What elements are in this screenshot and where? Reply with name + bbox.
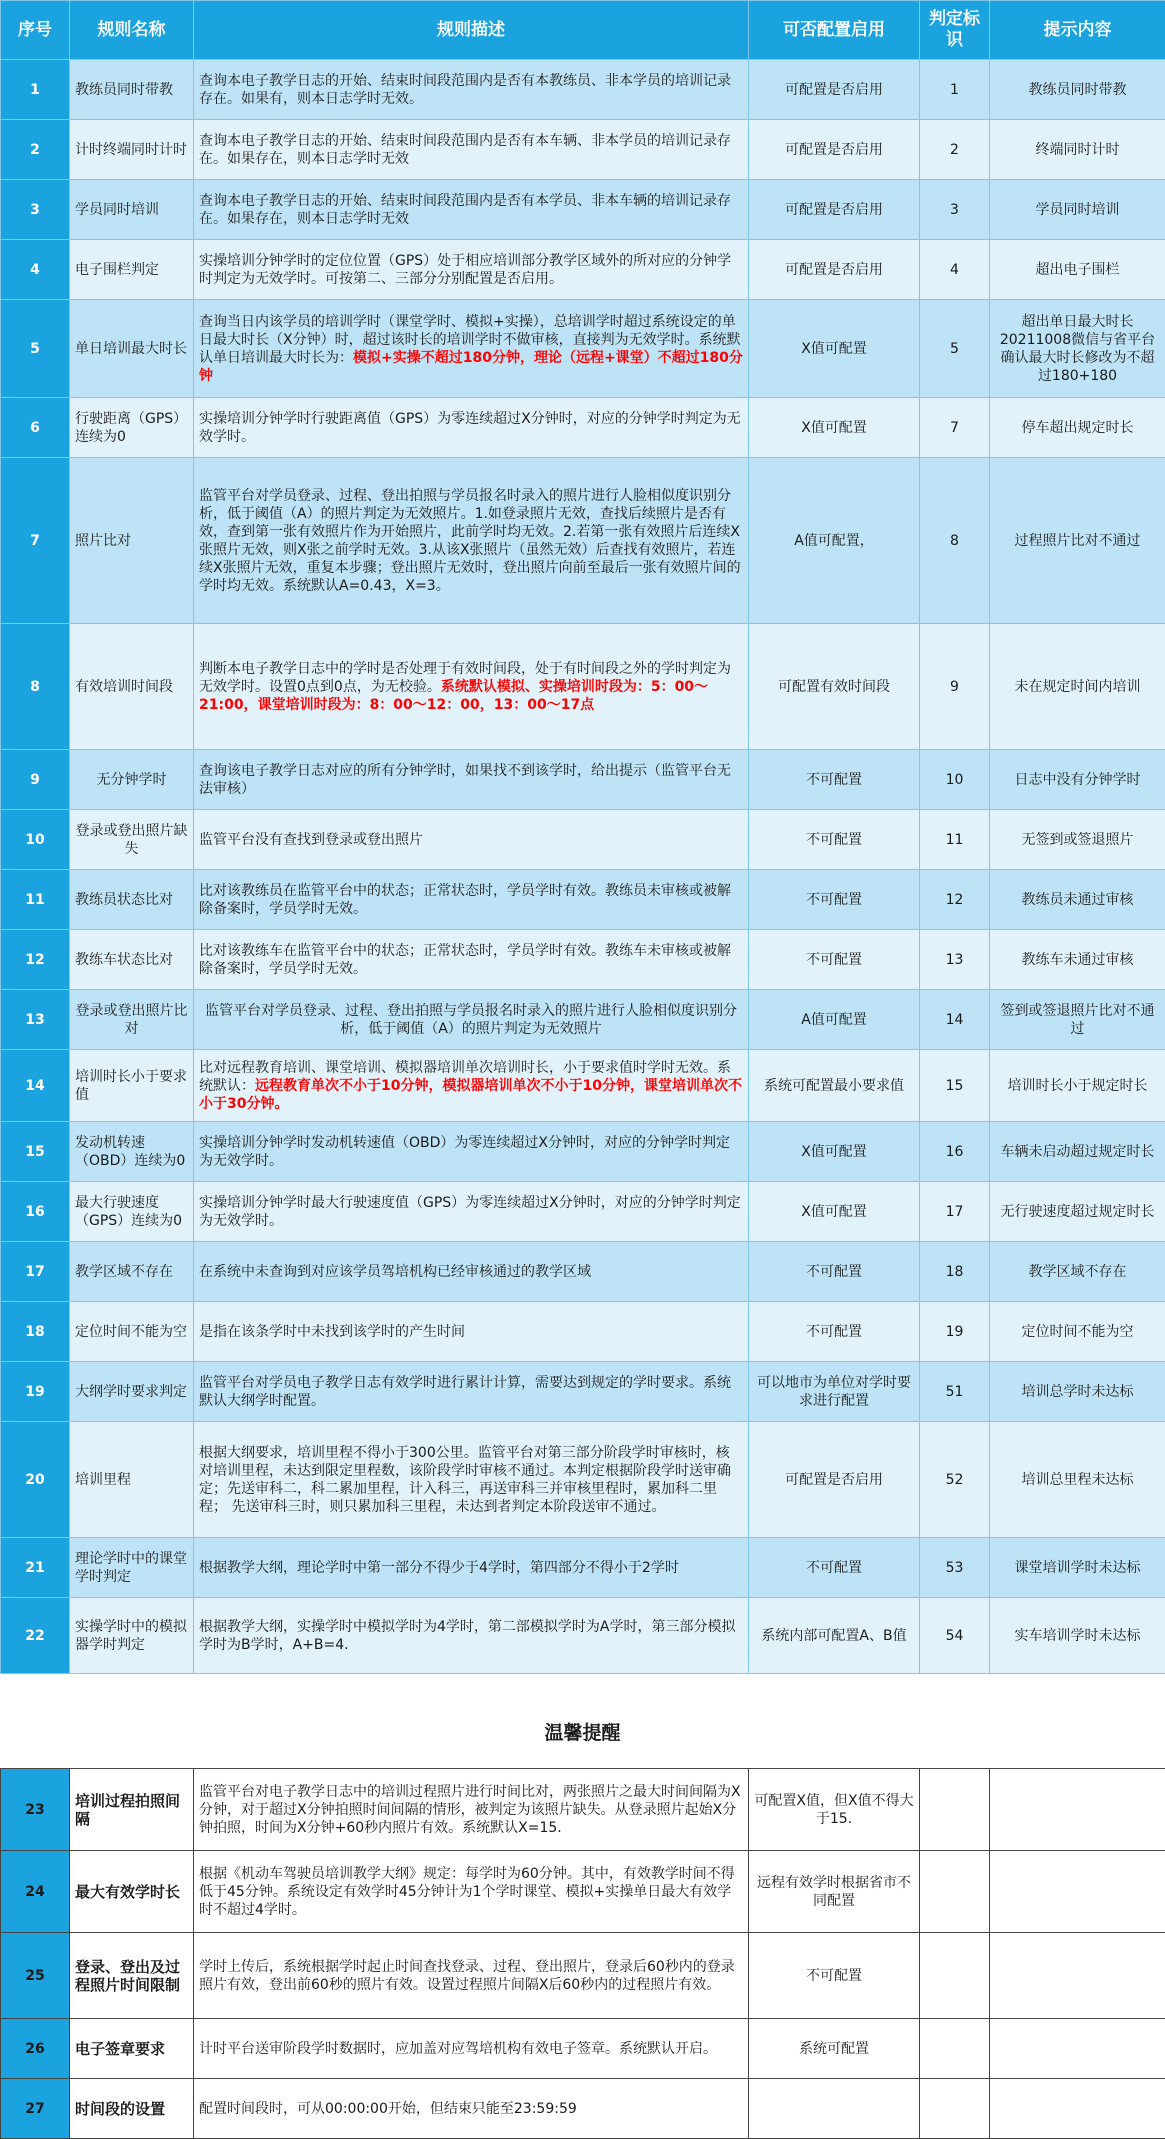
rule-code: 51 [920, 1362, 990, 1422]
reminder-number: 26 [1, 2019, 70, 2079]
rule-code: 54 [920, 1598, 990, 1674]
reminder-description: 监管平台对电子教学日志中的培训过程照片进行时间比对，两张照片之最大时间间隔为X分钟，对于超过X分钟拍照时间间隔的情形，被判定为该照片缺失。从登录照片起始X分钟拍照，时间为X分钟+60秒内照片有效。系统默认X=15. [194, 1769, 749, 1851]
rule-code: 16 [920, 1122, 990, 1182]
reminder-code [920, 1933, 990, 2019]
rule-config: 不可配置 [749, 930, 920, 990]
rule-name: 登录或登出照片比对 [70, 990, 194, 1050]
rule-tip: 培训总学时未达标 [990, 1362, 1165, 1422]
header-tip: 提示内容 [990, 1, 1165, 60]
rule-code: 18 [920, 1242, 990, 1302]
rule-number: 9 [1, 750, 70, 810]
rule-tip: 无签到或签退照片 [990, 810, 1165, 870]
rule-number: 17 [1, 1242, 70, 1302]
reminder-code [920, 2019, 990, 2079]
rule-tip: 超出电子围栏 [990, 240, 1165, 300]
reminder-row [1, 2079, 1165, 2139]
rule-name: 行驶距离（GPS）连续为0 [70, 398, 194, 458]
rule-description [194, 810, 749, 870]
rule-description [194, 1538, 749, 1598]
rule-code: 14 [920, 990, 990, 1050]
rule-tip: 教学区域不存在 [990, 1242, 1165, 1302]
rule-config: 系统内部可配置A、B值 [749, 1598, 920, 1674]
reminder-tip [990, 2079, 1165, 2139]
rule-code: 9 [920, 624, 990, 750]
rule-tip: 终端同时计时 [990, 120, 1165, 180]
rule-tip: 培训总里程未达标 [990, 1422, 1165, 1538]
reminder-description: 计时平台送审阶段学时数据时，应加盖对应驾培机构有效电子签章。系统默认开启。 [194, 2019, 749, 2079]
rule-name: 最大行驶速度（GPS）连续为0 [70, 1182, 194, 1242]
rule-description [194, 1242, 749, 1302]
rule-tip: 停车超出规定时长 [990, 398, 1165, 458]
reminder-name: 培训过程拍照间隔 [70, 1769, 194, 1851]
table-row [1, 1598, 1165, 1674]
reminder-number: 27 [1, 2079, 70, 2139]
rule-description-text: 监管平台没有查找到登录或登出照片 [199, 831, 423, 848]
rule-config: 不可配置 [749, 810, 920, 870]
rule-code: 5 [920, 300, 990, 398]
rule-description-highlight: 系统默认模拟、实操培训时段为：5：00～21:00，课堂培训时段为：8：00～12：00，13：00～17点 [199, 678, 709, 713]
table-row [1, 990, 1165, 1050]
table-header-row [1, 1, 1165, 60]
rule-description-text: 监管平台对学员登录、过程、登出拍照与学员报名时录入的照片进行人脸相似度识别分析，低于阈值（A）的照片判定为无效照片 [205, 1002, 737, 1037]
reminder-tip [990, 1933, 1165, 2019]
rule-config: X值可配置 [749, 1122, 920, 1182]
rule-config: 不可配置 [749, 1302, 920, 1362]
table-row [1, 930, 1165, 990]
reminder-config: 远程有效学时根据省市不同配置 [749, 1851, 920, 1933]
rule-description [194, 1422, 749, 1538]
rule-name: 有效培训时间段 [70, 624, 194, 750]
reminder-config: 可配置X值，但X值不得大于15. [749, 1769, 920, 1851]
table-row [1, 1422, 1165, 1538]
table-row [1, 1538, 1165, 1598]
rule-tip: 无行驶速度超过规定时长 [990, 1182, 1165, 1242]
rule-code: 7 [920, 398, 990, 458]
reminder-config: 不可配置 [749, 1933, 920, 2019]
rule-number: 21 [1, 1538, 70, 1598]
rule-tip: 未在规定时间内培训 [990, 624, 1165, 750]
rule-description-text: 实操培训分钟学时发动机转速值（OBD）为零连续超过X分钟时，对应的分钟学时判定为无效学时。 [199, 1134, 730, 1169]
table-row [1, 870, 1165, 930]
reminder-number: 24 [1, 1851, 70, 1933]
reminder-config [749, 2079, 920, 2139]
rule-config: 可以地市为单位对学时要求进行配置 [749, 1362, 920, 1422]
table-row [1, 60, 1165, 120]
rule-description [194, 458, 749, 624]
rule-number: 15 [1, 1122, 70, 1182]
reminder-number: 23 [1, 1769, 70, 1851]
rule-code: 4 [920, 240, 990, 300]
rule-code: 2 [920, 120, 990, 180]
rule-name: 教练车状态比对 [70, 930, 194, 990]
reminder-number: 25 [1, 1933, 70, 2019]
reminder-tip [990, 1769, 1165, 1851]
rule-tip: 日志中没有分钟学时 [990, 750, 1165, 810]
rule-tip: 车辆未启动超过规定时长 [990, 1122, 1165, 1182]
table-row [1, 750, 1165, 810]
rule-number: 16 [1, 1182, 70, 1242]
rule-name: 电子围栏判定 [70, 240, 194, 300]
table-row [1, 398, 1165, 458]
rule-config: 可配置是否启用 [749, 120, 920, 180]
table-row [1, 458, 1165, 624]
rule-name: 学员同时培训 [70, 180, 194, 240]
rule-description-text: 查询本电子教学日志的开始、结束时间段范围内是否有本学员、非本车辆的培训记录存在。如果存在，则本日志学时无效 [199, 192, 731, 227]
rule-name: 实操学时中的模拟器学时判定 [70, 1598, 194, 1674]
rule-description [194, 750, 749, 810]
reminder-code [920, 1769, 990, 1851]
rule-description-text: 根据大纲要求，培训里程不得小于300公里。监管平台对第三部分阶段学时审核时，核对培训里程，未达到限定里程数，该阶段学时审核不通过。本判定根据阶段学时送审确定；先送审科二，科二累加里程，计入科三，再送审科三并审核里程时，累加科二里程； 先送审科三时，则只累加科三里程，未达到者判定本阶段送审不通过。 [199, 1444, 731, 1515]
reminder-description: 配置时间段时，可从00:00:00开始，但结束只能至23:59:59 [194, 2079, 749, 2139]
rule-code: 15 [920, 1050, 990, 1122]
rule-description-text: 根据教学大纲，理论学时中第一部分不得少于4学时，第四部分不得小于2学时 [199, 1559, 679, 1576]
rule-config: A值可配置 [749, 990, 920, 1050]
rule-config: A值可配置， [749, 458, 920, 624]
table-row [1, 240, 1165, 300]
reminder-row [1, 1933, 1165, 2019]
rule-number: 22 [1, 1598, 70, 1674]
rule-config: 不可配置 [749, 1242, 920, 1302]
rule-number: 5 [1, 300, 70, 398]
rule-description [194, 1182, 749, 1242]
rule-code: 10 [920, 750, 990, 810]
rule-number: 7 [1, 458, 70, 624]
rule-description-text: 根据教学大纲，实操学时中模拟学时为4学时，第二部模拟学时为A学时，第三部分模拟学时为B学时，A+B=4. [199, 1618, 736, 1653]
header-desc: 规则描述 [194, 1, 749, 60]
rule-tip: 培训时长小于规定时长 [990, 1050, 1165, 1122]
table-row [1, 1050, 1165, 1122]
reminder-description: 学时上传后，系统根据学时起止时间查找登录、过程、登出照片，登录后60秒内的登录照片有效，登出前60秒的照片有效。设置过程照片间隔X后60秒内的过程照片有效。 [194, 1933, 749, 2019]
table-row [1, 120, 1165, 180]
rule-description-text: 判断本电子教学日志中的学时是否处理于有效时间段，处于有时间段之外的学时判定为无效学时。设置0点到0点，为无校验。 [199, 660, 731, 695]
rule-name: 培训时长小于要求值 [70, 1050, 194, 1122]
table-row [1, 1182, 1165, 1242]
reminder-row [1, 1851, 1165, 1933]
rule-number: 19 [1, 1362, 70, 1422]
rule-description-text: 查询当日内该学员的培训学时（课堂学时、模拟+实操），总培训学时超过系统设定的单日最大时长（X分钟）时，超过该时长的培训学时不做审核，直接判为无效学时。系统默认单日培训最大时长为： [199, 313, 741, 366]
reminder-config: 系统可配置 [749, 2019, 920, 2079]
rule-description [194, 180, 749, 240]
header-no: 序号 [1, 1, 70, 60]
reminder-code [920, 2079, 990, 2139]
rule-name: 发动机转速（OBD）连续为0 [70, 1122, 194, 1182]
reminder-tip [990, 2019, 1165, 2079]
rule-description-text: 监管平台对学员电子教学日志有效学时进行累计计算，需要达到规定的学时要求。系统默认大纲学时配置。 [199, 1374, 731, 1409]
rule-description-highlight: 远程教育单次不小于10分钟，模拟器培训单次不小于10分钟，课堂培训单次不小于30分钟。 [199, 1077, 742, 1112]
rule-config: 不可配置 [749, 1538, 920, 1598]
rule-name: 大纲学时要求判定 [70, 1362, 194, 1422]
rule-config: 不可配置 [749, 750, 920, 810]
rule-config: 可配置是否启用 [749, 240, 920, 300]
rule-code: 13 [920, 930, 990, 990]
reminder-title: 温馨提醒 [544, 1722, 621, 1744]
rule-number: 3 [1, 180, 70, 240]
rule-config: 可配置有效时间段 [749, 624, 920, 750]
rule-tip: 课堂培训学时未达标 [990, 1538, 1165, 1598]
reminder-code [920, 1851, 990, 1933]
rule-tip: 教练员未通过审核 [990, 870, 1165, 930]
rule-description [194, 1362, 749, 1422]
header-name: 规则名称 [70, 1, 194, 60]
header-config: 可否配置启用 [749, 1, 920, 60]
rule-config: 可配置是否启用 [749, 60, 920, 120]
rule-config: 可配置是否启用 [749, 1422, 920, 1538]
rule-description [194, 1598, 749, 1674]
rule-number: 14 [1, 1050, 70, 1122]
rule-name: 无分钟学时 [70, 750, 194, 810]
rule-description-text: 查询本电子教学日志的开始、结束时间段范围内是否有本车辆、非本学员的培训记录存在。如果存在，则本日志学时无效 [199, 132, 731, 167]
rule-description [194, 870, 749, 930]
rule-code: 3 [920, 180, 990, 240]
reminder-row [1, 1769, 1165, 1851]
table-row [1, 300, 1165, 398]
rule-name: 培训里程 [70, 1422, 194, 1538]
rule-config: 系统可配置最小要求值 [749, 1050, 920, 1122]
rule-description-text: 比对远程教育培训、课堂培训、模拟器培训单次培训时长，小于要求值时学时无效。系统默认： [199, 1059, 731, 1094]
reminder-name: 电子签章要求 [70, 2019, 194, 2079]
rule-config: X值可配置 [749, 1182, 920, 1242]
rule-number: 8 [1, 624, 70, 750]
reminder-description: 根据《机动车驾驶员培训教学大纲》规定：每学时为60分钟。其中，有效教学时间不得低于45分钟。系统设定有效学时45分钟计为1个学时课堂、模拟+实操单日最大有效学时不超过4学时。 [194, 1851, 749, 1933]
rule-tip: 教练车未通过审核 [990, 930, 1165, 990]
rule-description [194, 240, 749, 300]
rule-code: 12 [920, 870, 990, 930]
rule-description-text: 是指在该条学时中未找到该学时的产生时间 [199, 1323, 465, 1340]
rule-description [194, 300, 749, 398]
table-row [1, 1302, 1165, 1362]
rule-description-text: 查询该电子教学日志对应的所有分钟学时，如果找不到该学时，给出提示（监管平台无法审核） [199, 762, 731, 797]
rule-description-text: 查询本电子教学日志的开始、结束时间段范围内是否有本教练员、非本学员的培训记录存在。如果有，则本日志学时无效。 [199, 72, 731, 107]
reminder-name: 时间段的设置 [70, 2079, 194, 2139]
table-row [1, 180, 1165, 240]
reminder-row [1, 2019, 1165, 2079]
table-row [1, 1122, 1165, 1182]
rule-description-text: 比对该教练员在监管平台中的状态；正常状态时，学员学时有效。教练员未审核或被解除备案时，学员学时无效。 [199, 882, 731, 917]
rule-code: 8 [920, 458, 990, 624]
header-code: 判定标识 [920, 1, 990, 60]
rule-name: 教练员状态比对 [70, 870, 194, 930]
rule-config: X值可配置 [749, 300, 920, 398]
rule-number: 11 [1, 870, 70, 930]
rule-code: 17 [920, 1182, 990, 1242]
rule-description [194, 398, 749, 458]
rule-number: 1 [1, 60, 70, 120]
rule-code: 53 [920, 1538, 990, 1598]
rule-description-text: 实操培训分钟学时的定位位置（GPS）处于相应培训部分教学区域外的所对应的分钟学时判定为无效学时。可按第二、三部分分别配置是否启用。 [199, 252, 732, 287]
rule-tip: 过程照片比对不通过 [990, 458, 1165, 624]
rule-description [194, 624, 749, 750]
rule-name: 登录或登出照片缺失 [70, 810, 194, 870]
rule-number: 12 [1, 930, 70, 990]
rule-code: 19 [920, 1302, 990, 1362]
rule-code: 11 [920, 810, 990, 870]
reminder-name: 最大有效学时长 [70, 1851, 194, 1933]
rule-tip: 超出单日最大时长20211008微信与省平台确认最大时长修改为不超过180+180 [990, 300, 1165, 398]
rule-description-text: 比对该教练车在监管平台中的状态；正常状态时，学员学时有效。教练车未审核或被解除备案时，学员学时无效。 [199, 942, 731, 977]
rule-number: 4 [1, 240, 70, 300]
rule-description [194, 120, 749, 180]
rule-description-text: 实操培训分钟学时最大行驶速度值（GPS）为零连续超过X分钟时，对应的分钟学时判定为无效学时。 [199, 1194, 741, 1229]
rule-tip: 定位时间不能为空 [990, 1302, 1165, 1362]
rule-description [194, 930, 749, 990]
rule-number: 2 [1, 120, 70, 180]
rule-tip: 实车培训学时未达标 [990, 1598, 1165, 1674]
rule-config: 可配置是否启用 [749, 180, 920, 240]
rule-name: 定位时间不能为空 [70, 1302, 194, 1362]
table-row [1, 810, 1165, 870]
rule-description-text: 在系统中未查询到对应该学员驾培机构已经审核通过的教学区域 [199, 1263, 591, 1280]
reminder-tip [990, 1851, 1165, 1933]
rule-config: X值可配置 [749, 398, 920, 458]
rule-number: 10 [1, 810, 70, 870]
table-row [1, 1242, 1165, 1302]
table-row [1, 1362, 1165, 1422]
rule-description [194, 1050, 749, 1122]
rule-name: 理论学时中的课堂学时判定 [70, 1538, 194, 1598]
rule-description-text: 实操培训分钟学时行驶距离值（GPS）为零连续超过X分钟时，对应的分钟学时判定为无效学时。 [199, 410, 741, 445]
rule-number: 18 [1, 1302, 70, 1362]
table-row [1, 624, 1165, 750]
rule-tip: 学员同时培训 [990, 180, 1165, 240]
rule-number: 20 [1, 1422, 70, 1538]
reminder-name: 登录、登出及过程照片时间限制 [70, 1933, 194, 2019]
rule-description [194, 1122, 749, 1182]
rule-description [194, 990, 749, 1050]
rule-name: 教学区域不存在 [70, 1242, 194, 1302]
rule-number: 6 [1, 398, 70, 458]
rule-code: 1 [920, 60, 990, 120]
rule-name: 照片比对 [70, 458, 194, 624]
rule-description [194, 1302, 749, 1362]
rule-name: 教练员同时带教 [70, 60, 194, 120]
rule-config: 不可配置 [749, 870, 920, 930]
rule-description-highlight: 模拟+实操不超过180分钟，理论（远程+课堂）不超过180分钟 [199, 349, 743, 384]
rule-tip: 签到或签退照片比对不通过 [990, 990, 1165, 1050]
rule-code: 52 [920, 1422, 990, 1538]
rule-description-text: 监管平台对学员登录、过程、登出拍照与学员报名时录入的照片进行人脸相似度识别分析，低于阈值（A）的照片判定为无效照片。1.如登录照片无效，查找后续照片是否有效，查到第一张有效照片作为开始照片，此前学时均无效。2.若第一张有效照片后连续X张照片无效，则X张之前学时无效。3.从该X张照片（虽然无效）后查找有效照片，若连续X张照片无效，重复本步骤；登出照片无效时，登出照片向前至最后一张有效照片间的学时均无效。系统默认A=0.43，X=3。 [199, 487, 741, 594]
reminder-table [0, 1768, 1165, 2139]
rule-description [194, 60, 749, 120]
rule-number: 13 [1, 990, 70, 1050]
rule-name: 单日培训最大时长 [70, 300, 194, 398]
rule-name: 计时终端同时计时 [70, 120, 194, 180]
rule-tip: 教练员同时带教 [990, 60, 1165, 120]
